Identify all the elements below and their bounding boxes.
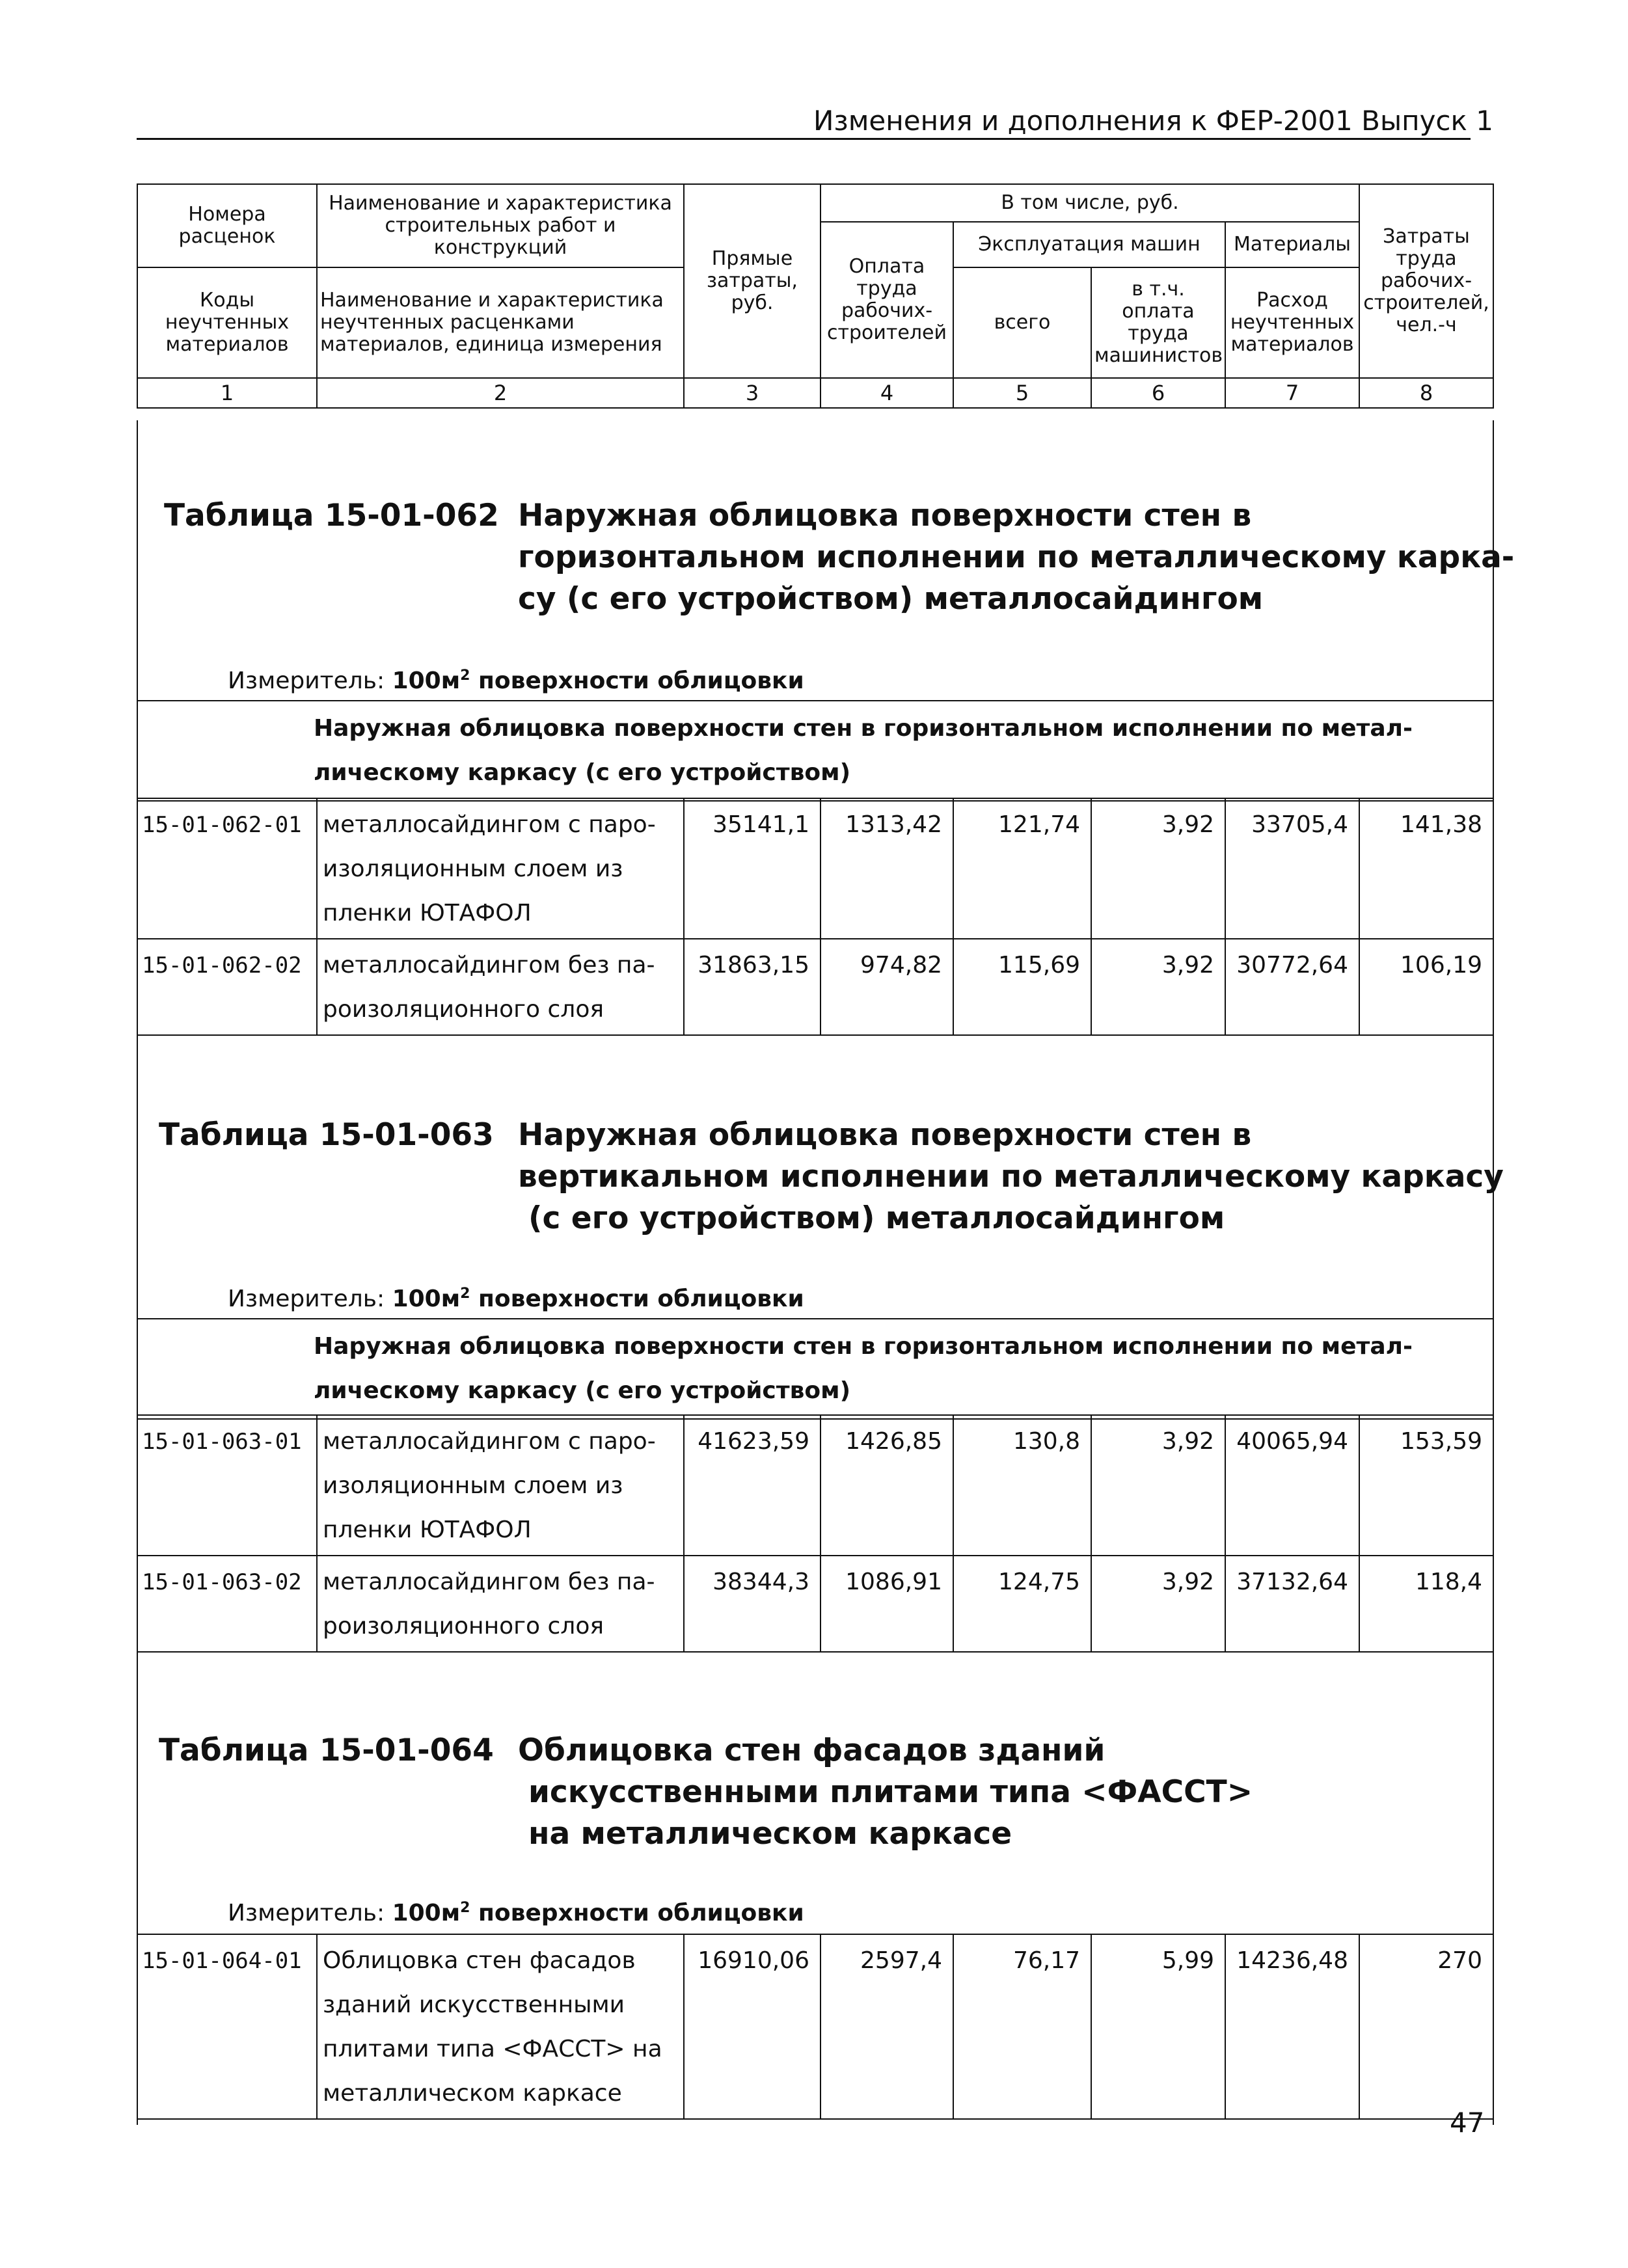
direct-costs: 38344,3 bbox=[684, 1556, 821, 1652]
measure-rest: поверхности облицовки bbox=[478, 668, 804, 694]
row-name-line: роизоляционного слоя bbox=[323, 996, 604, 1023]
row-name-line: зданий искусственными bbox=[323, 1991, 625, 2018]
machines-total: 124,75 bbox=[953, 1556, 1091, 1652]
labor-hours: 118,4 bbox=[1359, 1556, 1493, 1652]
col8-label: Затраты труда рабочих-строителей, чел.-ч bbox=[1359, 184, 1493, 378]
machinist-pay: 3,92 bbox=[1091, 939, 1225, 1035]
measure-rest: поверхности облицовки bbox=[478, 1900, 804, 1926]
measure-prefix: Измеритель: bbox=[228, 1900, 385, 1926]
labor-pay: 2597,4 bbox=[821, 1934, 953, 2119]
machines-total: 76,17 bbox=[953, 1934, 1091, 2119]
row-code: 15-01-063-02 bbox=[137, 1556, 317, 1652]
row-name-line: роизоляционного слоя bbox=[323, 1613, 604, 1640]
column-number: 3 bbox=[684, 378, 821, 408]
row-name-line: изоляционным слоем из bbox=[323, 1472, 623, 1499]
measure-rest: поверхности облицовки bbox=[478, 1286, 804, 1312]
materials-cost: 33705,4 bbox=[1225, 798, 1359, 939]
page-number: 47 bbox=[1450, 2107, 1485, 2139]
materials-cost: 30772,64 bbox=[1225, 939, 1359, 1035]
materials-cost: 14236,48 bbox=[1225, 1934, 1359, 2119]
measure-value: 100м bbox=[392, 1900, 461, 1926]
row-name bbox=[317, 939, 684, 1035]
group-label: В том числе, руб. bbox=[821, 184, 1359, 222]
machines-total: 130,8 bbox=[953, 1415, 1091, 1556]
row-name-line: изоляционным слоем из bbox=[323, 856, 623, 882]
labor-pay: 1313,42 bbox=[821, 798, 953, 939]
row-name-line: металлосайдингом без па- bbox=[323, 1569, 655, 1595]
col3-label: Прямые затраты, руб. bbox=[684, 184, 821, 378]
column-number: 1 bbox=[137, 378, 317, 408]
measure-sup: 2 bbox=[460, 1900, 470, 1916]
direct-costs: 35141,1 bbox=[684, 798, 821, 939]
row-name bbox=[317, 1934, 684, 2119]
group-heading-line: лическому каркасу (с его устройством) bbox=[314, 759, 851, 786]
measure-line bbox=[228, 661, 804, 696]
col2-top-label: Наименование и характеристика строительных работ и конструкций bbox=[317, 184, 684, 267]
table-row bbox=[137, 939, 1493, 1035]
data-table bbox=[137, 1414, 1494, 1653]
measure-line bbox=[228, 1893, 804, 1928]
group-heading bbox=[137, 1318, 1493, 1420]
row-name-line: пленки ЮТАФОЛ bbox=[323, 900, 532, 926]
measure-prefix: Измеритель: bbox=[228, 668, 385, 694]
row-code: 15-01-062-02 bbox=[137, 939, 317, 1035]
row-name-line: Облицовка стен фасадов bbox=[323, 1947, 636, 1974]
machinist-pay: 3,92 bbox=[1091, 798, 1225, 939]
column-number: 7 bbox=[1225, 378, 1359, 408]
labor-hours: 106,19 bbox=[1359, 939, 1493, 1035]
measure-value: 100м bbox=[392, 1286, 461, 1312]
direct-costs: 41623,59 bbox=[684, 1415, 821, 1556]
col5-label: всего bbox=[953, 267, 1091, 378]
labor-pay: 974,82 bbox=[821, 939, 953, 1035]
machines-group-label: Эксплуатация машин bbox=[953, 222, 1225, 267]
row-name-line: металлическом каркасе bbox=[323, 2080, 622, 2107]
table-title-line: Наружная облицовка поверхности стен в bbox=[518, 498, 1252, 533]
col4-label: Оплата труда рабочих-строителей bbox=[821, 222, 953, 378]
col1-top-label: Номера расценок bbox=[137, 184, 317, 267]
materials-cost: 40065,94 bbox=[1225, 1415, 1359, 1556]
header-rule bbox=[137, 138, 1471, 140]
group-heading-line: лическому каркасу (с его устройством) bbox=[314, 1377, 851, 1404]
table-title-line: на металлическом каркасе bbox=[528, 1816, 1012, 1852]
row-name bbox=[317, 1415, 684, 1556]
frame-left-border bbox=[137, 420, 138, 2125]
labor-pay: 1086,91 bbox=[821, 1556, 953, 1652]
direct-costs: 16910,06 bbox=[684, 1934, 821, 2119]
row-code: 15-01-064-01 bbox=[137, 1934, 317, 2119]
column-number: 4 bbox=[821, 378, 953, 408]
machinist-pay: 3,92 bbox=[1091, 1556, 1225, 1652]
column-header-table bbox=[137, 183, 1494, 409]
measure-value: 100м bbox=[392, 668, 461, 694]
column-number: 5 bbox=[953, 378, 1091, 408]
row-name-line: пленки ЮТАФОЛ bbox=[323, 1517, 532, 1543]
row-name-line: металлосайдингом с паро- bbox=[323, 1428, 656, 1455]
group-heading-line: Наружная облицовка поверхности стен в горизонтальном исполнении по метал- bbox=[314, 715, 1413, 742]
frame-right-border bbox=[1493, 420, 1494, 2125]
table-number: Таблица 15-01-064 bbox=[159, 1733, 494, 1768]
labor-hours: 153,59 bbox=[1359, 1415, 1493, 1556]
data-table bbox=[137, 798, 1494, 1036]
row-code: 15-01-063-01 bbox=[137, 1415, 317, 1556]
machines-total: 115,69 bbox=[953, 939, 1091, 1035]
col2-bottom-label: Наименование и характеристика неучтенных расценками материалов, единица измерения bbox=[317, 267, 684, 378]
running-header: Изменения и дополнения к ФЕР-2001 Выпуск 1 bbox=[813, 105, 1493, 137]
table-number: Таблица 15-01-062 bbox=[164, 498, 499, 533]
table-title-line: (с его устройством) металлосайдингом bbox=[528, 1200, 1225, 1236]
row-name-line: плитами типа <ФАССТ> на bbox=[323, 2036, 662, 2062]
table-title-line: искусственными плитами типа <ФАССТ> bbox=[528, 1774, 1253, 1810]
table-title-line: Облицовка стен фасадов зданий bbox=[518, 1733, 1106, 1768]
column-number: 2 bbox=[317, 378, 684, 408]
table-row bbox=[137, 1934, 1493, 2119]
measure-sup: 2 bbox=[460, 1286, 470, 1302]
col7-label: Расход неучтенных материалов bbox=[1225, 267, 1359, 378]
row-code: 15-01-062-01 bbox=[137, 798, 317, 939]
group-heading bbox=[137, 700, 1493, 802]
col1-bottom-label: Коды неучтенных материалов bbox=[137, 267, 317, 378]
row-name bbox=[317, 798, 684, 939]
table-row bbox=[137, 1556, 1493, 1652]
machines-total: 121,74 bbox=[953, 798, 1091, 939]
labor-hours: 141,38 bbox=[1359, 798, 1493, 939]
direct-costs: 31863,15 bbox=[684, 939, 821, 1035]
machinist-pay: 5,99 bbox=[1091, 1934, 1225, 2119]
measure-sup: 2 bbox=[460, 668, 470, 684]
table-row bbox=[137, 1415, 1493, 1556]
column-number: 8 bbox=[1359, 378, 1493, 408]
labor-pay: 1426,85 bbox=[821, 1415, 953, 1556]
row-name bbox=[317, 1556, 684, 1652]
row-name-line: металлосайдингом с паро- bbox=[323, 811, 656, 838]
materials-group-label: Материалы bbox=[1225, 222, 1359, 267]
group-heading-line: Наружная облицовка поверхности стен в горизонтальном исполнении по метал- bbox=[314, 1333, 1413, 1360]
table-title-line: су (с его устройством) металлосайдингом bbox=[518, 581, 1264, 617]
table-title-line: Наружная облицовка поверхности стен в bbox=[518, 1117, 1252, 1153]
column-number: 6 bbox=[1091, 378, 1225, 408]
machinist-pay: 3,92 bbox=[1091, 1415, 1225, 1556]
data-table bbox=[137, 1934, 1494, 2120]
row-name-line: металлосайдингом без па- bbox=[323, 952, 655, 979]
materials-cost: 37132,64 bbox=[1225, 1556, 1359, 1652]
col6-label: в т.ч. оплата труда машинистов bbox=[1091, 267, 1225, 378]
measure-line bbox=[228, 1279, 804, 1314]
table-title-line: горизонтальном исполнении по металлическому карка- bbox=[518, 539, 1515, 575]
table-number: Таблица 15-01-063 bbox=[159, 1117, 494, 1153]
table-row bbox=[137, 798, 1493, 939]
labor-hours: 270 bbox=[1359, 1934, 1493, 2119]
measure-prefix: Измеритель: bbox=[228, 1286, 385, 1312]
table-title-line: вертикальном исполнении по металлическому каркасу bbox=[518, 1159, 1504, 1195]
